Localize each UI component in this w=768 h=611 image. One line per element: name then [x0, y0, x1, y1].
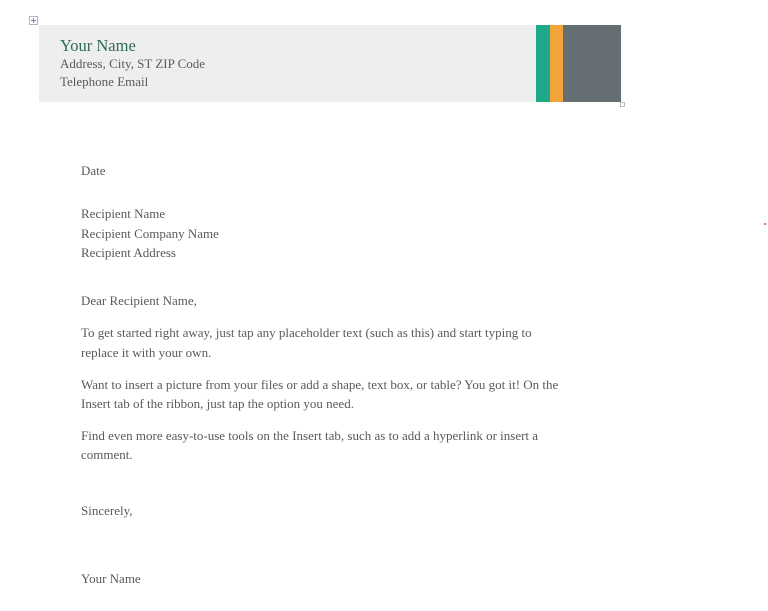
- header-address[interactable]: Address, City, ST ZIP Code: [60, 56, 206, 71]
- recipient-address[interactable]: Recipient Address: [81, 245, 176, 260]
- closing[interactable]: Sincerely,: [81, 503, 133, 518]
- recipient-company[interactable]: Recipient Company Name: [81, 226, 219, 241]
- paragraph-1-line-2[interactable]: replace it with your own.: [81, 345, 212, 360]
- signature-name[interactable]: Your Name: [81, 571, 141, 586]
- paragraph-3-line-1[interactable]: Find even more easy-to-use tools on the Insert tab, such as to add a hyperlink or insert a: [81, 428, 539, 443]
- header-name[interactable]: Your Name: [60, 36, 136, 55]
- margin-marker: [764, 223, 766, 225]
- table-move-handle-icon[interactable]: [29, 16, 38, 25]
- paragraph-1-line-1[interactable]: To get started right away, just tap any placeholder text (such as this) and start typing to: [81, 325, 532, 340]
- accent-block-slate: [563, 25, 621, 102]
- salutation[interactable]: Dear Recipient Name,: [81, 293, 197, 308]
- date-line[interactable]: Date: [81, 163, 106, 178]
- accent-stripe-teal: [536, 25, 550, 102]
- paragraph-2-line-1[interactable]: Want to insert a picture from your files or add a shape, text box, or table? You got it! On the: [81, 377, 559, 392]
- paragraph-2-line-2[interactable]: Insert tab of the ribbon, just tap the option you need.: [81, 396, 354, 411]
- accent-stripe-orange: [550, 25, 563, 102]
- recipient-name[interactable]: Recipient Name: [81, 206, 166, 221]
- header-contact[interactable]: Telephone Email: [60, 74, 149, 89]
- paragraph-3-line-2[interactable]: comment.: [81, 447, 133, 462]
- table-resize-handle-icon[interactable]: [620, 102, 625, 107]
